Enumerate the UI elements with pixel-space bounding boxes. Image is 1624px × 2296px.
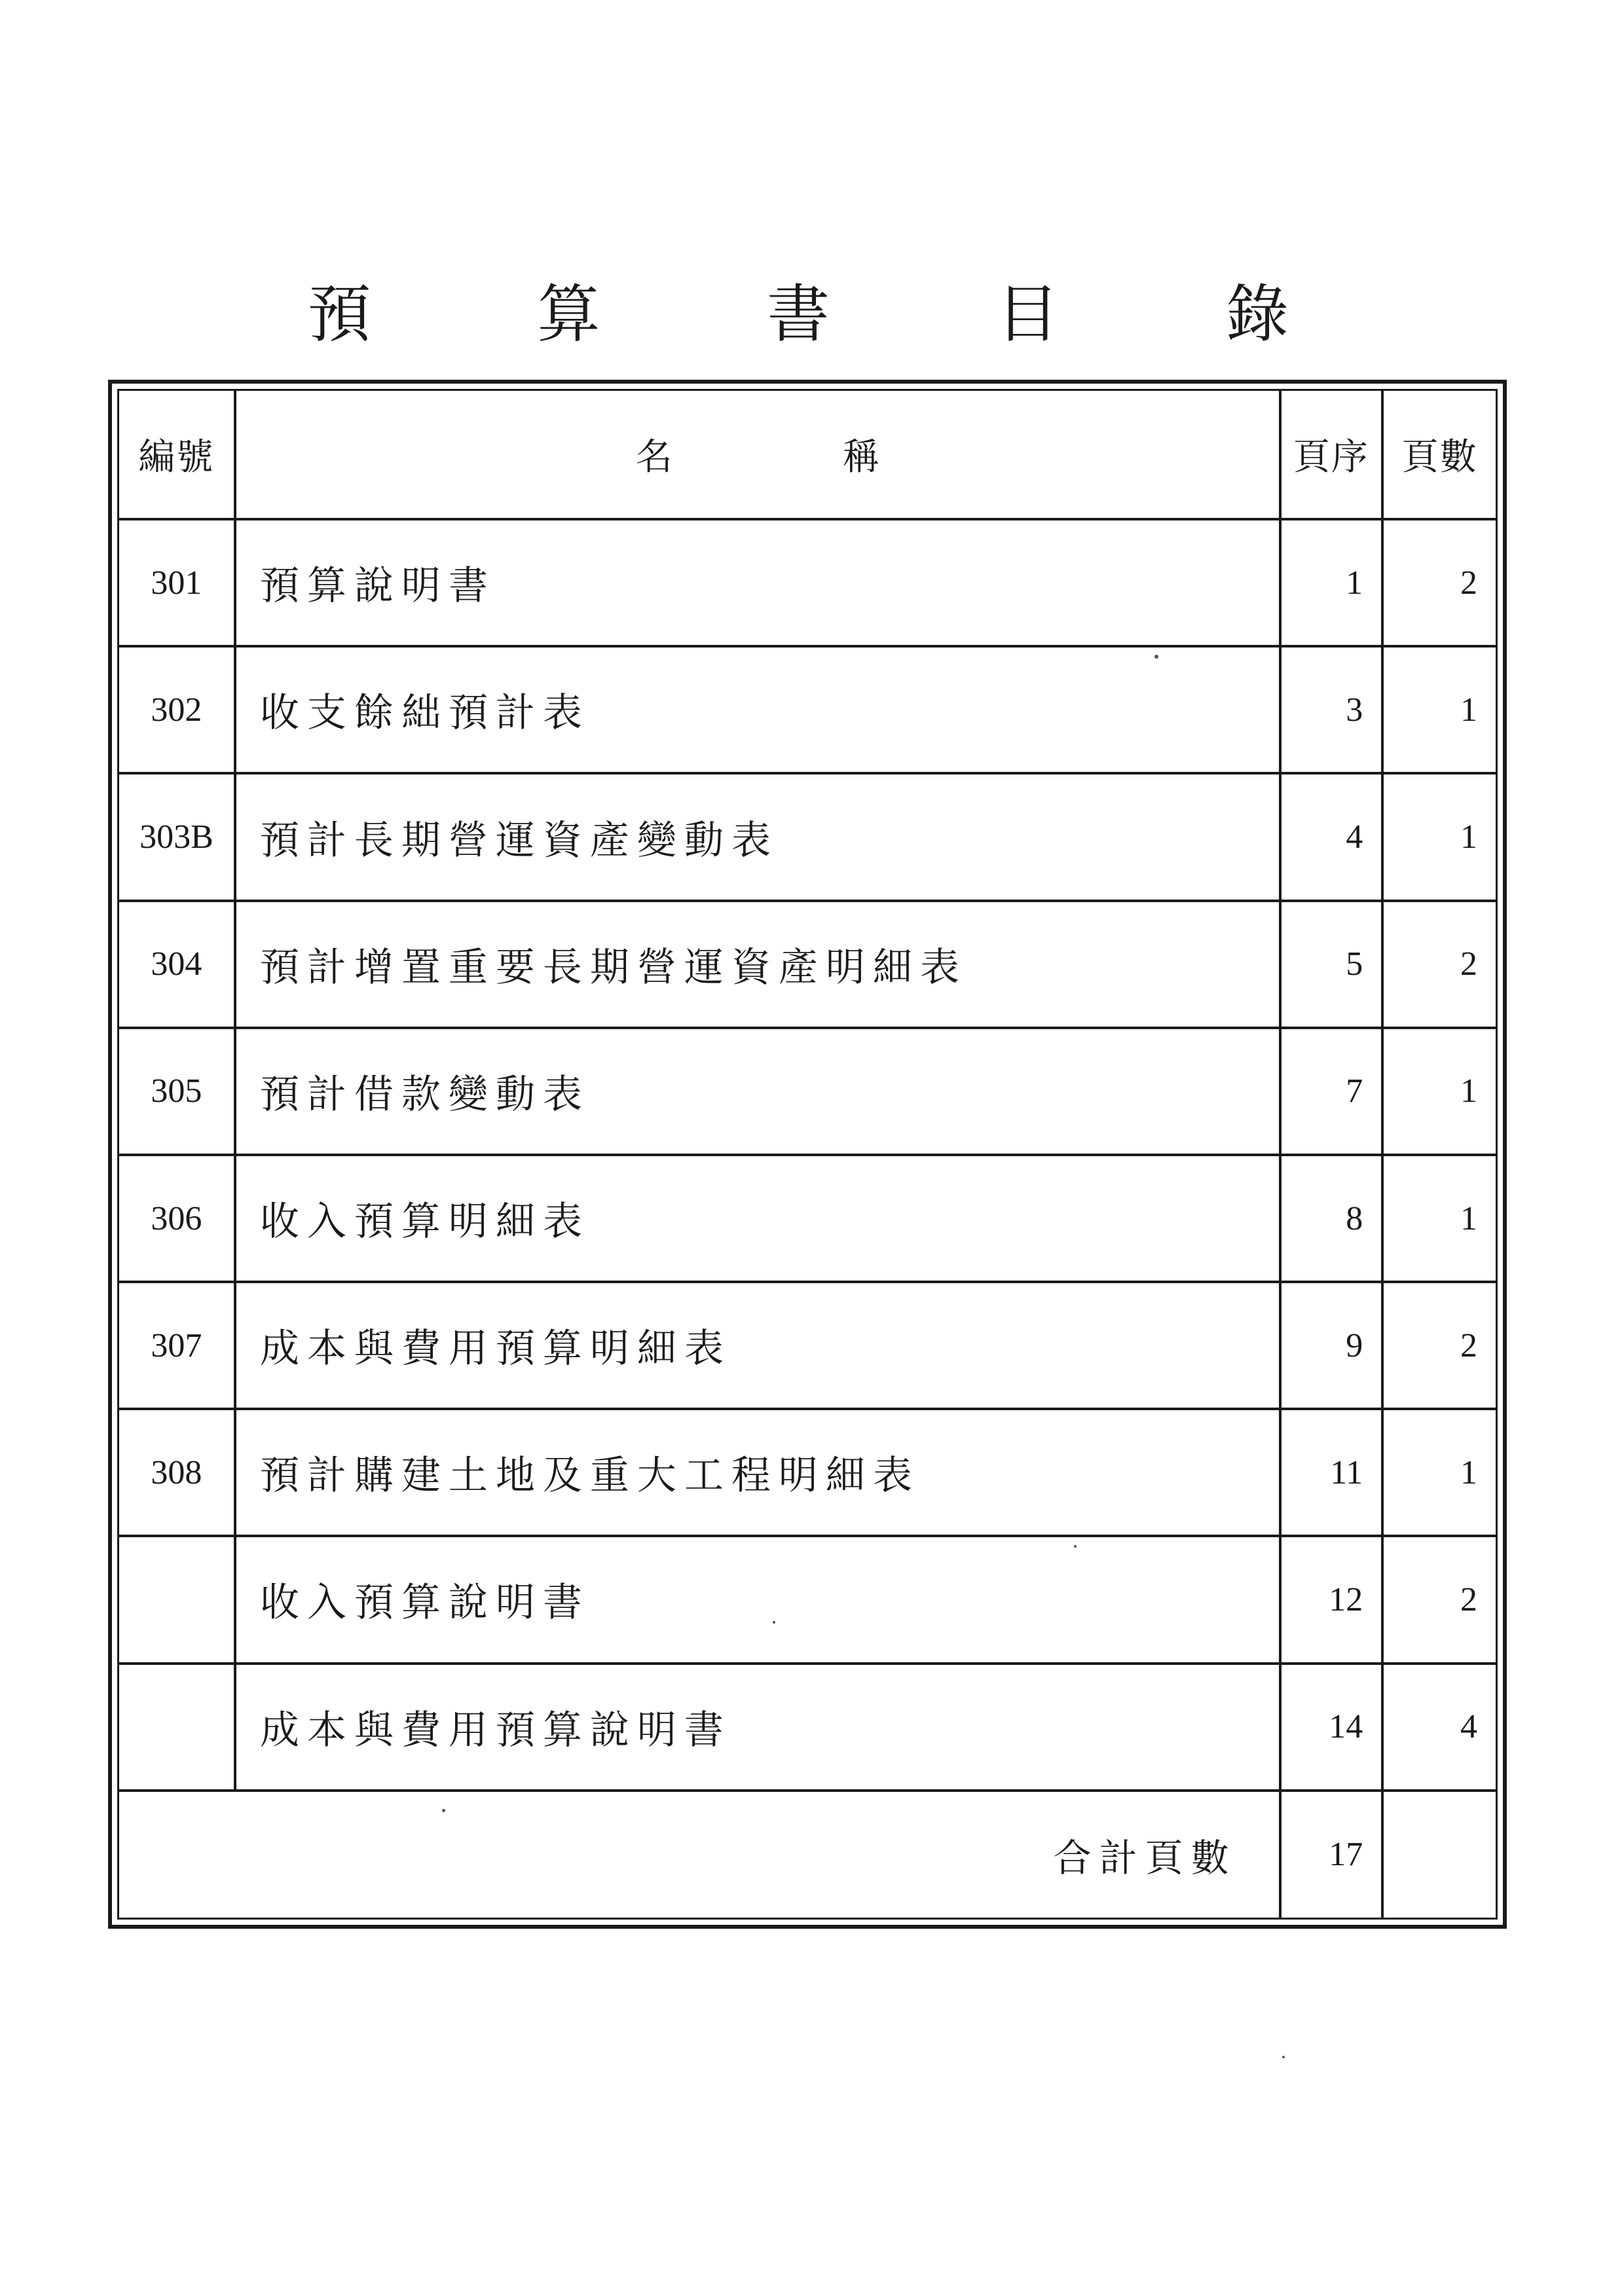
- row-code: 308: [119, 1409, 235, 1536]
- scan-speck: [1074, 1545, 1077, 1548]
- row-page-order: 1: [1280, 519, 1383, 646]
- row-page-count: 1: [1382, 1028, 1496, 1155]
- scan-speck: [773, 1621, 775, 1624]
- table-row: [119, 1536, 1496, 1663]
- row-code: 307: [119, 1282, 235, 1409]
- total-page-order: 17: [1280, 1791, 1383, 1918]
- row-code: 302: [119, 646, 235, 773]
- row-code: 305: [119, 1028, 235, 1155]
- toc-table-inner-frame: [117, 389, 1498, 1920]
- header-page-count: 頁數: [1382, 391, 1496, 519]
- header-name-part2: 稱: [842, 436, 879, 479]
- row-code: [119, 1664, 235, 1791]
- row-name: 成本與費用預算明細表: [235, 1282, 1280, 1409]
- row-page-order: 12: [1280, 1536, 1383, 1663]
- total-row: [119, 1791, 1496, 1918]
- row-name: 收入預算明細表: [235, 1155, 1280, 1282]
- header-page-order: 頁序: [1280, 391, 1383, 519]
- row-page-order: 11: [1280, 1409, 1383, 1536]
- row-page-order: 14: [1280, 1664, 1383, 1791]
- row-name: 預計購建土地及重大工程明細表: [235, 1409, 1280, 1536]
- row-page-count: 4: [1382, 1664, 1496, 1791]
- row-page-order: 8: [1280, 1155, 1383, 1282]
- row-code: [119, 1536, 235, 1663]
- row-page-order: 4: [1280, 773, 1383, 900]
- scan-speck: [1282, 2056, 1285, 2058]
- row-page-count: 1: [1382, 1155, 1496, 1282]
- row-name: 收入預算說明書: [235, 1536, 1280, 1663]
- page-title: 預 算 書 目 錄: [307, 278, 1363, 351]
- row-name: 預計借款變動表: [235, 1028, 1280, 1155]
- row-page-order: 5: [1280, 901, 1383, 1028]
- row-page-count: 2: [1382, 1536, 1496, 1663]
- row-page-count: 2: [1382, 1282, 1496, 1409]
- row-page-order: 9: [1280, 1282, 1383, 1409]
- header-row: [119, 391, 1496, 519]
- header-code: 編號: [119, 391, 235, 519]
- scan-speck: [1154, 655, 1158, 659]
- row-page-count: 1: [1382, 1409, 1496, 1536]
- row-page-count: 1: [1382, 773, 1496, 900]
- row-name: 預計增置重要長期營運資產明細表: [235, 901, 1280, 1028]
- total-page-count: [1382, 1791, 1496, 1918]
- header-name: [235, 391, 1280, 519]
- row-name: 預計長期營運資產變動表: [235, 773, 1280, 900]
- header-name-part1: 名: [635, 436, 673, 479]
- row-page-order: 7: [1280, 1028, 1383, 1155]
- row-page-count: 2: [1382, 519, 1496, 646]
- table-row: [119, 1282, 1496, 1409]
- row-name: 成本與費用預算說明書: [235, 1664, 1280, 1791]
- row-code: 306: [119, 1155, 235, 1282]
- row-code: 301: [119, 519, 235, 646]
- table-row: [119, 901, 1496, 1028]
- row-code: 303B: [119, 773, 235, 900]
- row-name: 收支餘絀預計表: [235, 646, 1280, 773]
- table-row: [119, 519, 1496, 646]
- table-row: [119, 1409, 1496, 1536]
- toc-table: [119, 391, 1496, 1918]
- row-page-count: 2: [1382, 901, 1496, 1028]
- row-page-order: 3: [1280, 646, 1383, 773]
- table-row: [119, 773, 1496, 900]
- toc-table-frame: [108, 380, 1507, 1929]
- table-row: [119, 1664, 1496, 1791]
- table-row: [119, 646, 1496, 773]
- row-page-count: 1: [1382, 646, 1496, 773]
- total-label: 合計頁數: [119, 1791, 1280, 1918]
- table-row: [119, 1028, 1496, 1155]
- scan-speck: [442, 1809, 445, 1812]
- row-code: 304: [119, 901, 235, 1028]
- row-name: 預算說明書: [235, 519, 1280, 646]
- table-row: [119, 1155, 1496, 1282]
